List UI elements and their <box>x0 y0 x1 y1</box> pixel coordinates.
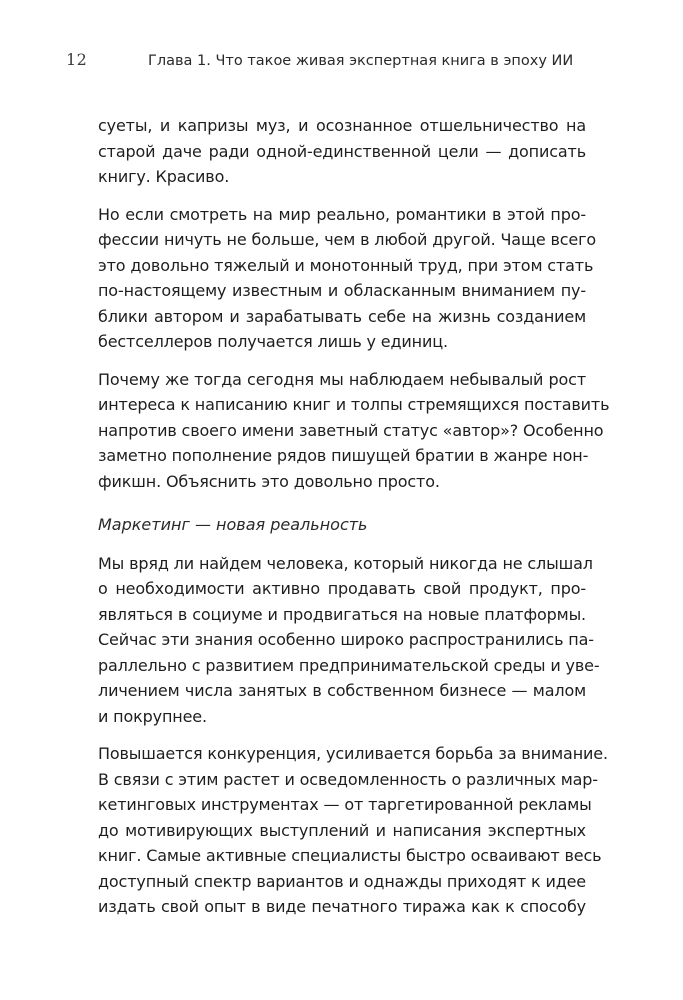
text-line: книг. Самые активные специалисты быстро осваивают весь <box>98 846 602 865</box>
text-line: старой даче ради одной-единственной цели — дописать <box>98 141 586 161</box>
text-line: В связи с этим растет и осведомленность о различных мар- <box>98 769 598 789</box>
text-line: личением числа занятых в собственном бизнесе — малом <box>98 681 586 700</box>
text-line: Но если смотреть на мир реально, романтики в этой про- <box>98 204 586 224</box>
text-line: являться в социуме и продвигаться на новые платформы. <box>98 604 586 624</box>
text-line: интереса к написанию книг и толпы стремящихся поставить <box>98 395 610 414</box>
text-line: Почему же тогда сегодня мы наблюдаем небывалый рост <box>98 369 586 389</box>
body-text <box>98 113 610 932</box>
text-line: и покрупнее. <box>98 706 207 726</box>
paragraph-5 <box>98 741 608 920</box>
text-line: кетинговых инструментах — от таргетированной рекламы <box>98 795 592 814</box>
text-line: по-настоящему известным и обласканным вниманием пу- <box>98 281 586 300</box>
text-line: напротив своего имени заветный статус «автор»? Особенно <box>98 420 604 440</box>
text-line: Мы вряд ли найдем человека, который никогда не слышал <box>98 553 593 573</box>
text-line: до мотивирующих выступлений и написания экспертных <box>98 820 586 840</box>
text-line: фессии ничуть не больше, чем в любой другой. Чаще всего <box>98 230 597 249</box>
paragraph-4 <box>98 551 600 730</box>
text-line: раллельно с развитием предпринимательской среды и уве- <box>98 655 600 675</box>
text-line: заметно пополнение рядов пишущей братии в жанре нон- <box>98 446 589 465</box>
section-subheading: Маркетинг — новая реальность <box>98 515 368 534</box>
text-line: фикшн. Объяснить это довольно просто. <box>98 471 440 491</box>
text-line: книгу. Красиво. <box>98 167 230 186</box>
text-line: издать свой опыт в виде печатного тиража как к способу <box>98 897 586 916</box>
page-number: 12 <box>66 50 88 69</box>
text-line: Повышается конкуренция, усиливается борьба за внимание. <box>98 744 608 763</box>
paragraph-2 <box>98 202 597 355</box>
text-line: о необходимости активно продавать свой продукт, про- <box>98 579 586 598</box>
chapter-title: Глава 1. Что такое живая экспертная книга в эпоху ИИ <box>148 53 574 69</box>
text-line: суеты, и капризы муз, и осознанное отшельничество на <box>98 116 586 135</box>
text-line: доступный спектр вариантов и однажды приходят к идее <box>98 871 586 891</box>
paragraph-3 <box>98 367 610 495</box>
running-header <box>66 50 683 74</box>
text-line: блики автором и зарабатывать себе на жизнь созданием <box>98 306 586 326</box>
text-line: это довольно тяжелый и монотонный труд, при этом стать <box>98 255 594 275</box>
paragraph-1 <box>98 113 586 190</box>
text-line: бестселлеров получается лишь у единиц. <box>98 332 448 351</box>
text-line: Сейчас эти знания особенно широко распространились па- <box>98 630 594 649</box>
